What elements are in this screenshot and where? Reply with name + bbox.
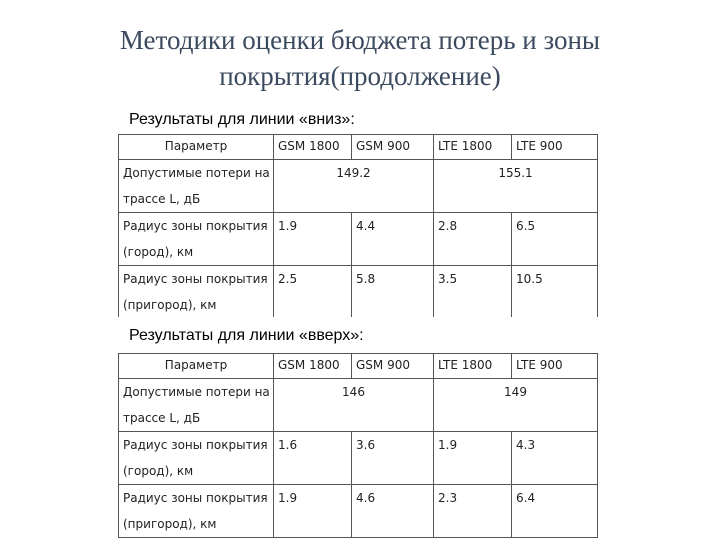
downlink-table: [118, 134, 598, 317]
cell-value: 1.6: [274, 432, 352, 485]
row-label-line2: трассе L, дБ: [123, 192, 201, 206]
cell-value: 2.8: [434, 213, 512, 266]
row-label: [119, 485, 274, 538]
row-label-line1: Допустимые потери на: [123, 166, 270, 180]
table-row: [119, 379, 598, 432]
row-label: [119, 432, 274, 485]
row-label: [119, 213, 274, 266]
header-gsm1800: GSM 1800: [274, 135, 352, 160]
table-row: [119, 160, 598, 213]
cell-value: 4.3: [512, 432, 598, 485]
cell-value: 1.9: [434, 432, 512, 485]
cell-value: 1.9: [274, 213, 352, 266]
header-lte1800: LTE 1800: [434, 354, 512, 379]
header-gsm900: GSM 900: [352, 354, 434, 379]
table-row: [119, 432, 598, 485]
cell-value: 5.8: [352, 266, 434, 318]
slide-title-line1: Методики оценки бюджета потерь и зоны: [119, 25, 601, 55]
row-label-line1: Радиус зоны покрытия: [123, 491, 268, 505]
row-label-line2: (город), км: [123, 245, 194, 259]
slide-title: [60, 22, 660, 94]
header-lte1800: LTE 1800: [434, 135, 512, 160]
table-row: [119, 266, 598, 318]
cell-value: 4.4: [352, 213, 434, 266]
table-header-row: [119, 135, 598, 160]
row-label-line2: (город), км: [123, 464, 194, 478]
table-header-row: [119, 354, 598, 379]
header-lte900: LTE 900: [512, 135, 598, 160]
cell-value: 1.9: [274, 485, 352, 538]
cell-value: 10.5: [512, 266, 598, 318]
cell-value: 3.5: [434, 266, 512, 318]
row-label-line1: Радиус зоны покрытия: [123, 272, 268, 286]
uplink-table: [118, 353, 598, 540]
header-lte900: LTE 900: [512, 354, 598, 379]
cell-value: 2.5: [274, 266, 352, 318]
cell-gsm-losses: 149.2: [274, 160, 434, 213]
cell-lte-losses: 155.1: [434, 160, 598, 213]
row-label-line1: Радиус зоны покрытия: [123, 219, 268, 233]
cell-value: 6.4: [512, 485, 598, 538]
cell-lte-losses: 149: [434, 379, 598, 432]
row-label: [119, 379, 274, 432]
header-parameter: Параметр: [119, 354, 274, 379]
row-label-line2: (пригород), км: [123, 517, 217, 531]
cell-gsm-losses: 146: [274, 379, 434, 432]
table-row: [119, 485, 598, 538]
downlink-heading: Результаты для линии «вниз»:: [129, 111, 355, 128]
row-label: [119, 160, 274, 213]
header-gsm1800: GSM 1800: [274, 354, 352, 379]
row-label-line1: Допустимые потери на: [123, 385, 270, 399]
row-label-line2: (пригород), км: [123, 298, 217, 312]
uplink-heading: Результаты для линии «вверх»:: [129, 327, 364, 344]
cell-value: 2.3: [434, 485, 512, 538]
table-row: [119, 213, 598, 266]
row-label: [119, 266, 274, 318]
header-gsm900: GSM 900: [352, 135, 434, 160]
cell-value: 6.5: [512, 213, 598, 266]
header-parameter: Параметр: [119, 135, 274, 160]
slide-title-line2: покрытия(продолжение): [219, 61, 501, 91]
cell-value: 4.6: [352, 485, 434, 538]
row-label-line1: Радиус зоны покрытия: [123, 438, 268, 452]
cell-value: 3.6: [352, 432, 434, 485]
row-label-line2: трассе L, дБ: [123, 411, 201, 425]
